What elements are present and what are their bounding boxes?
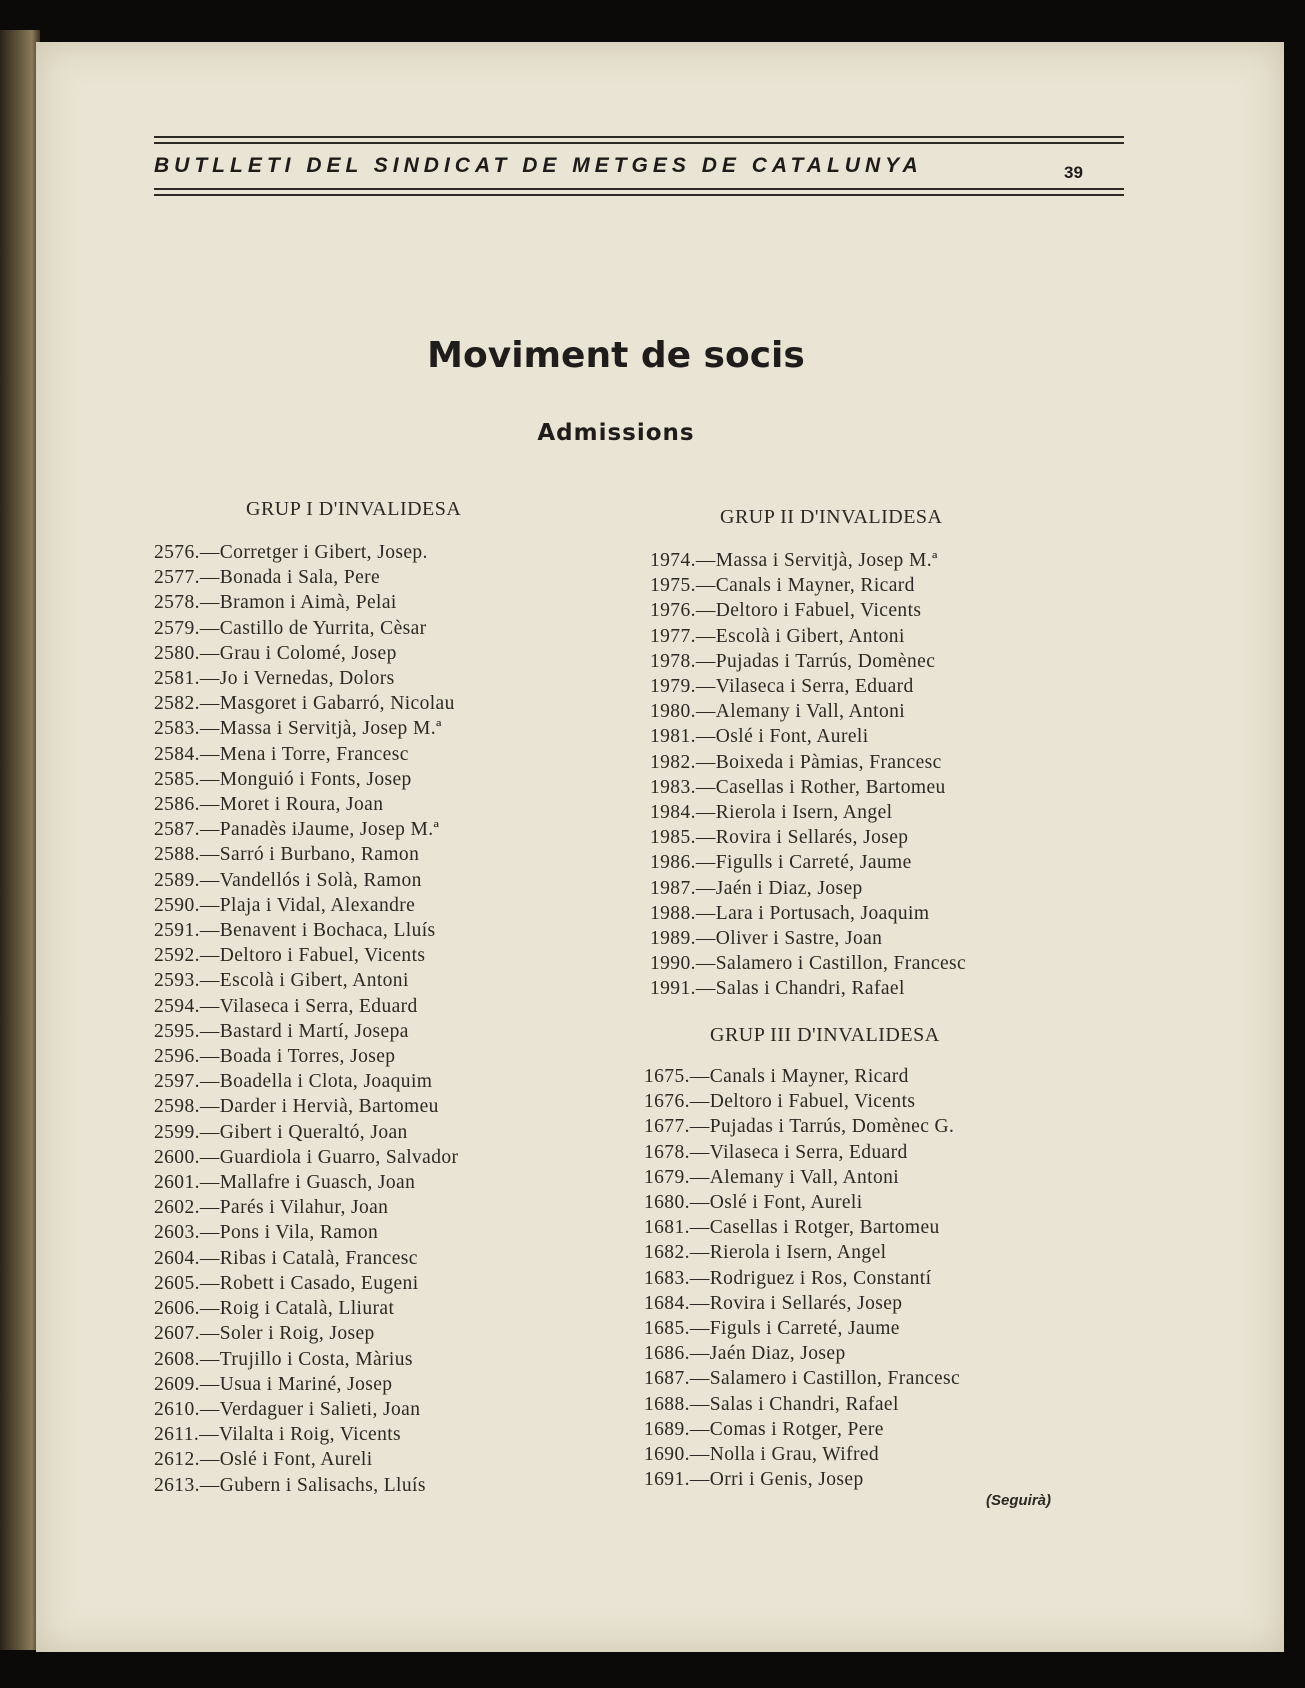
member-entry: 1679.—Alemany i Vall, Antoni — [644, 1166, 900, 1188]
member-entry: 2612.—Oslé i Font, Aureli — [154, 1449, 373, 1471]
member-entry: 2598.—Darder i Hervià, Bartomeu — [154, 1096, 439, 1118]
member-entry: 1682.—Rierola i Isern, Angel — [644, 1242, 887, 1264]
document-page — [36, 42, 1284, 1652]
member-entry: 1988.—Lara i Portusach, Joaquim — [650, 902, 930, 924]
member-entry: 1989.—Oliver i Sastre, Joan — [650, 928, 883, 950]
member-entry: 1684.—Rovira i Sellarés, Josep — [644, 1292, 903, 1314]
page-number: 39 — [1064, 163, 1083, 182]
member-entry: 2584.—Mena i Torre, Francesc — [154, 743, 409, 765]
member-entry: 2599.—Gibert i Queraltó, Joan — [154, 1121, 408, 1143]
member-entry: 1985.—Rovira i Sellarés, Josep — [650, 827, 909, 849]
member-entry: 1683.—Rodriguez i Ros, Constantí — [644, 1267, 932, 1289]
member-entry: 2583.—Massa i Servitjà, Josep M.ª — [154, 718, 442, 740]
member-entry: 2582.—Masgoret i Gabarró, Nicolau — [154, 693, 455, 715]
member-entry: 2610.—Verdaguer i Salieti, Joan — [154, 1398, 421, 1420]
member-entry: 2589.—Vandellós i Solà, Ramon — [154, 869, 422, 891]
member-entry: 1977.—Escolà i Gibert, Antoni — [650, 625, 905, 647]
member-entry: 2576.—Corretger i Gibert, Josep. — [154, 542, 428, 563]
section-subtitle: Admissions — [537, 420, 695, 446]
member-entry: 2602.—Parés i Vilahur, Joan — [154, 1197, 389, 1219]
member-entry: 1686.—Jaén Diaz, Josep — [644, 1343, 846, 1365]
member-entry: 2590.—Plaja i Vidal, Alexandre — [154, 894, 416, 916]
member-entry: 1975.—Canals i Mayner, Ricard — [650, 575, 915, 597]
member-entry: 1676.—Deltoro i Fabuel, Vicents — [644, 1091, 916, 1113]
member-entry: 1976.—Deltoro i Fabuel, Vicents — [650, 600, 922, 622]
member-entry: 2591.—Benavent i Bochaca, Lluís — [154, 920, 436, 942]
member-entry: 1691.—Orri i Genis, Josep — [644, 1469, 864, 1491]
continued-note: (Seguirà) — [986, 1492, 1052, 1509]
member-entry: 1979.—Vilaseca i Serra, Eduard — [650, 676, 914, 698]
member-entry: 1680.—Oslé i Font, Aureli — [644, 1192, 863, 1214]
member-entry: 2604.—Ribas i Català, Francesc — [154, 1247, 418, 1269]
member-entry: 1678.—Vilaseca i Serra, Eduard — [644, 1141, 908, 1163]
member-entry: 2613.—Gubern i Salisachs, Lluís — [154, 1474, 426, 1496]
member-entry: 1987.—Jaén i Diaz, Josep — [650, 877, 863, 899]
member-entry: 2605.—Robett i Casado, Eugeni — [154, 1272, 419, 1294]
member-entry: 2611.—Vilalta i Roig, Vicents — [154, 1424, 402, 1446]
member-entry: 1981.—Oslé i Font, Aureli — [650, 726, 869, 748]
member-entry: 2606.—Roig i Català, Lliurat — [154, 1298, 395, 1320]
member-entry: 2601.—Mallafre i Guasch, Joan — [154, 1172, 416, 1194]
member-entry: 1677.—Pujadas i Tarrús, Domènec G. — [644, 1116, 955, 1138]
member-entry: 2608.—Trujillo i Costa, Màrius — [154, 1348, 413, 1370]
member-entry: 1991.—Salas i Chandri, Rafael — [650, 978, 905, 1000]
member-entry: 2600.—Guardiola i Guarro, Salvador — [154, 1146, 459, 1168]
member-entry: 2577.—Bonada i Sala, Pere — [154, 567, 381, 589]
member-entry: 2603.—Pons i Vila, Ramon — [154, 1222, 379, 1244]
member-entry: 2579.—Castillo de Yurrita, Cèsar — [154, 617, 427, 639]
group-3-list — [644, 1064, 960, 1492]
member-entry: 1687.—Salamero i Castillon, Francesc — [644, 1368, 961, 1390]
member-entry: 2596.—Boada i Torres, Josep — [154, 1046, 396, 1068]
member-entry: 2586.—Moret i Roura, Joan — [154, 794, 384, 816]
member-entry: 2607.—Soler i Roig, Josep — [154, 1323, 375, 1345]
member-entry: 2587.—Panadès iJaume, Josep M.ª — [154, 819, 440, 841]
member-entry: 2594.—Vilaseca i Serra, Eduard — [154, 995, 418, 1017]
group-1-list — [154, 540, 458, 1498]
member-entry: 2585.—Monguió i Fonts, Josep — [154, 768, 412, 790]
page-title: Moviment de socis — [427, 335, 805, 376]
group-heading-1: GRUP I D'INVALIDESA — [246, 498, 462, 520]
member-entry: 2592.—Deltoro i Fabuel, Vicents — [154, 945, 426, 967]
member-entry: 1690.—Nolla i Grau, Wifred — [644, 1444, 880, 1466]
member-entry: 2581.—Jo i Vernedas, Dolors — [154, 668, 395, 690]
member-entry: 2593.—Escolà i Gibert, Antoni — [154, 970, 409, 992]
header-rule-top-2 — [154, 142, 1124, 144]
group-2-list — [650, 548, 966, 1002]
header-rule-top — [154, 136, 1124, 138]
group-heading-3: GRUP III D'INVALIDESA — [710, 1024, 940, 1046]
member-entry: 1984.—Rierola i Isern, Angel — [650, 802, 893, 824]
member-entry: 2580.—Grau i Colomé, Josep — [154, 642, 397, 664]
member-entry: 1681.—Casellas i Rotger, Bartomeu — [644, 1217, 940, 1239]
member-entry: 1982.—Boixeda i Pàmias, Francesc — [650, 751, 942, 773]
member-entry: 1978.—Pujadas i Tarrús, Domènec — [650, 650, 936, 672]
member-entry: 1688.—Salas i Chandri, Rafael — [644, 1393, 899, 1415]
member-entry: 1980.—Alemany i Vall, Antoni — [650, 701, 906, 723]
book-spine — [0, 30, 40, 1650]
member-entry: 2597.—Boadella i Clota, Joaquim — [154, 1071, 433, 1093]
member-entry: 2588.—Sarró i Burbano, Ramon — [154, 844, 420, 866]
header-rule-bottom — [154, 188, 1124, 190]
member-entry: 2578.—Bramon i Aimà, Pelai — [154, 592, 397, 614]
member-entry: 2595.—Bastard i Martí, Josepa — [154, 1020, 409, 1042]
member-entry: 1685.—Figuls i Carreté, Jaume — [644, 1318, 900, 1340]
group-heading-2: GRUP II D'INVALIDESA — [720, 506, 943, 528]
member-entry: 1986.—Figulls i Carreté, Jaume — [650, 852, 912, 874]
member-entry: 2609.—Usua i Mariné, Josep — [154, 1373, 393, 1395]
member-entry: 1689.—Comas i Rotger, Pere — [644, 1418, 884, 1440]
member-entry: 1990.—Salamero i Castillon, Francesc — [650, 953, 967, 975]
member-entry: 1974.—Massa i Servitjà, Josep M.ª — [650, 550, 938, 571]
member-entry: 1675.—Canals i Mayner, Ricard — [644, 1066, 909, 1087]
journal-title: BUTLLETI DEL SINDICAT DE METGES DE CATALUNYA — [154, 154, 923, 177]
header-rule-bottom-2 — [154, 194, 1124, 196]
member-entry: 1983.—Casellas i Rother, Bartomeu — [650, 776, 946, 798]
